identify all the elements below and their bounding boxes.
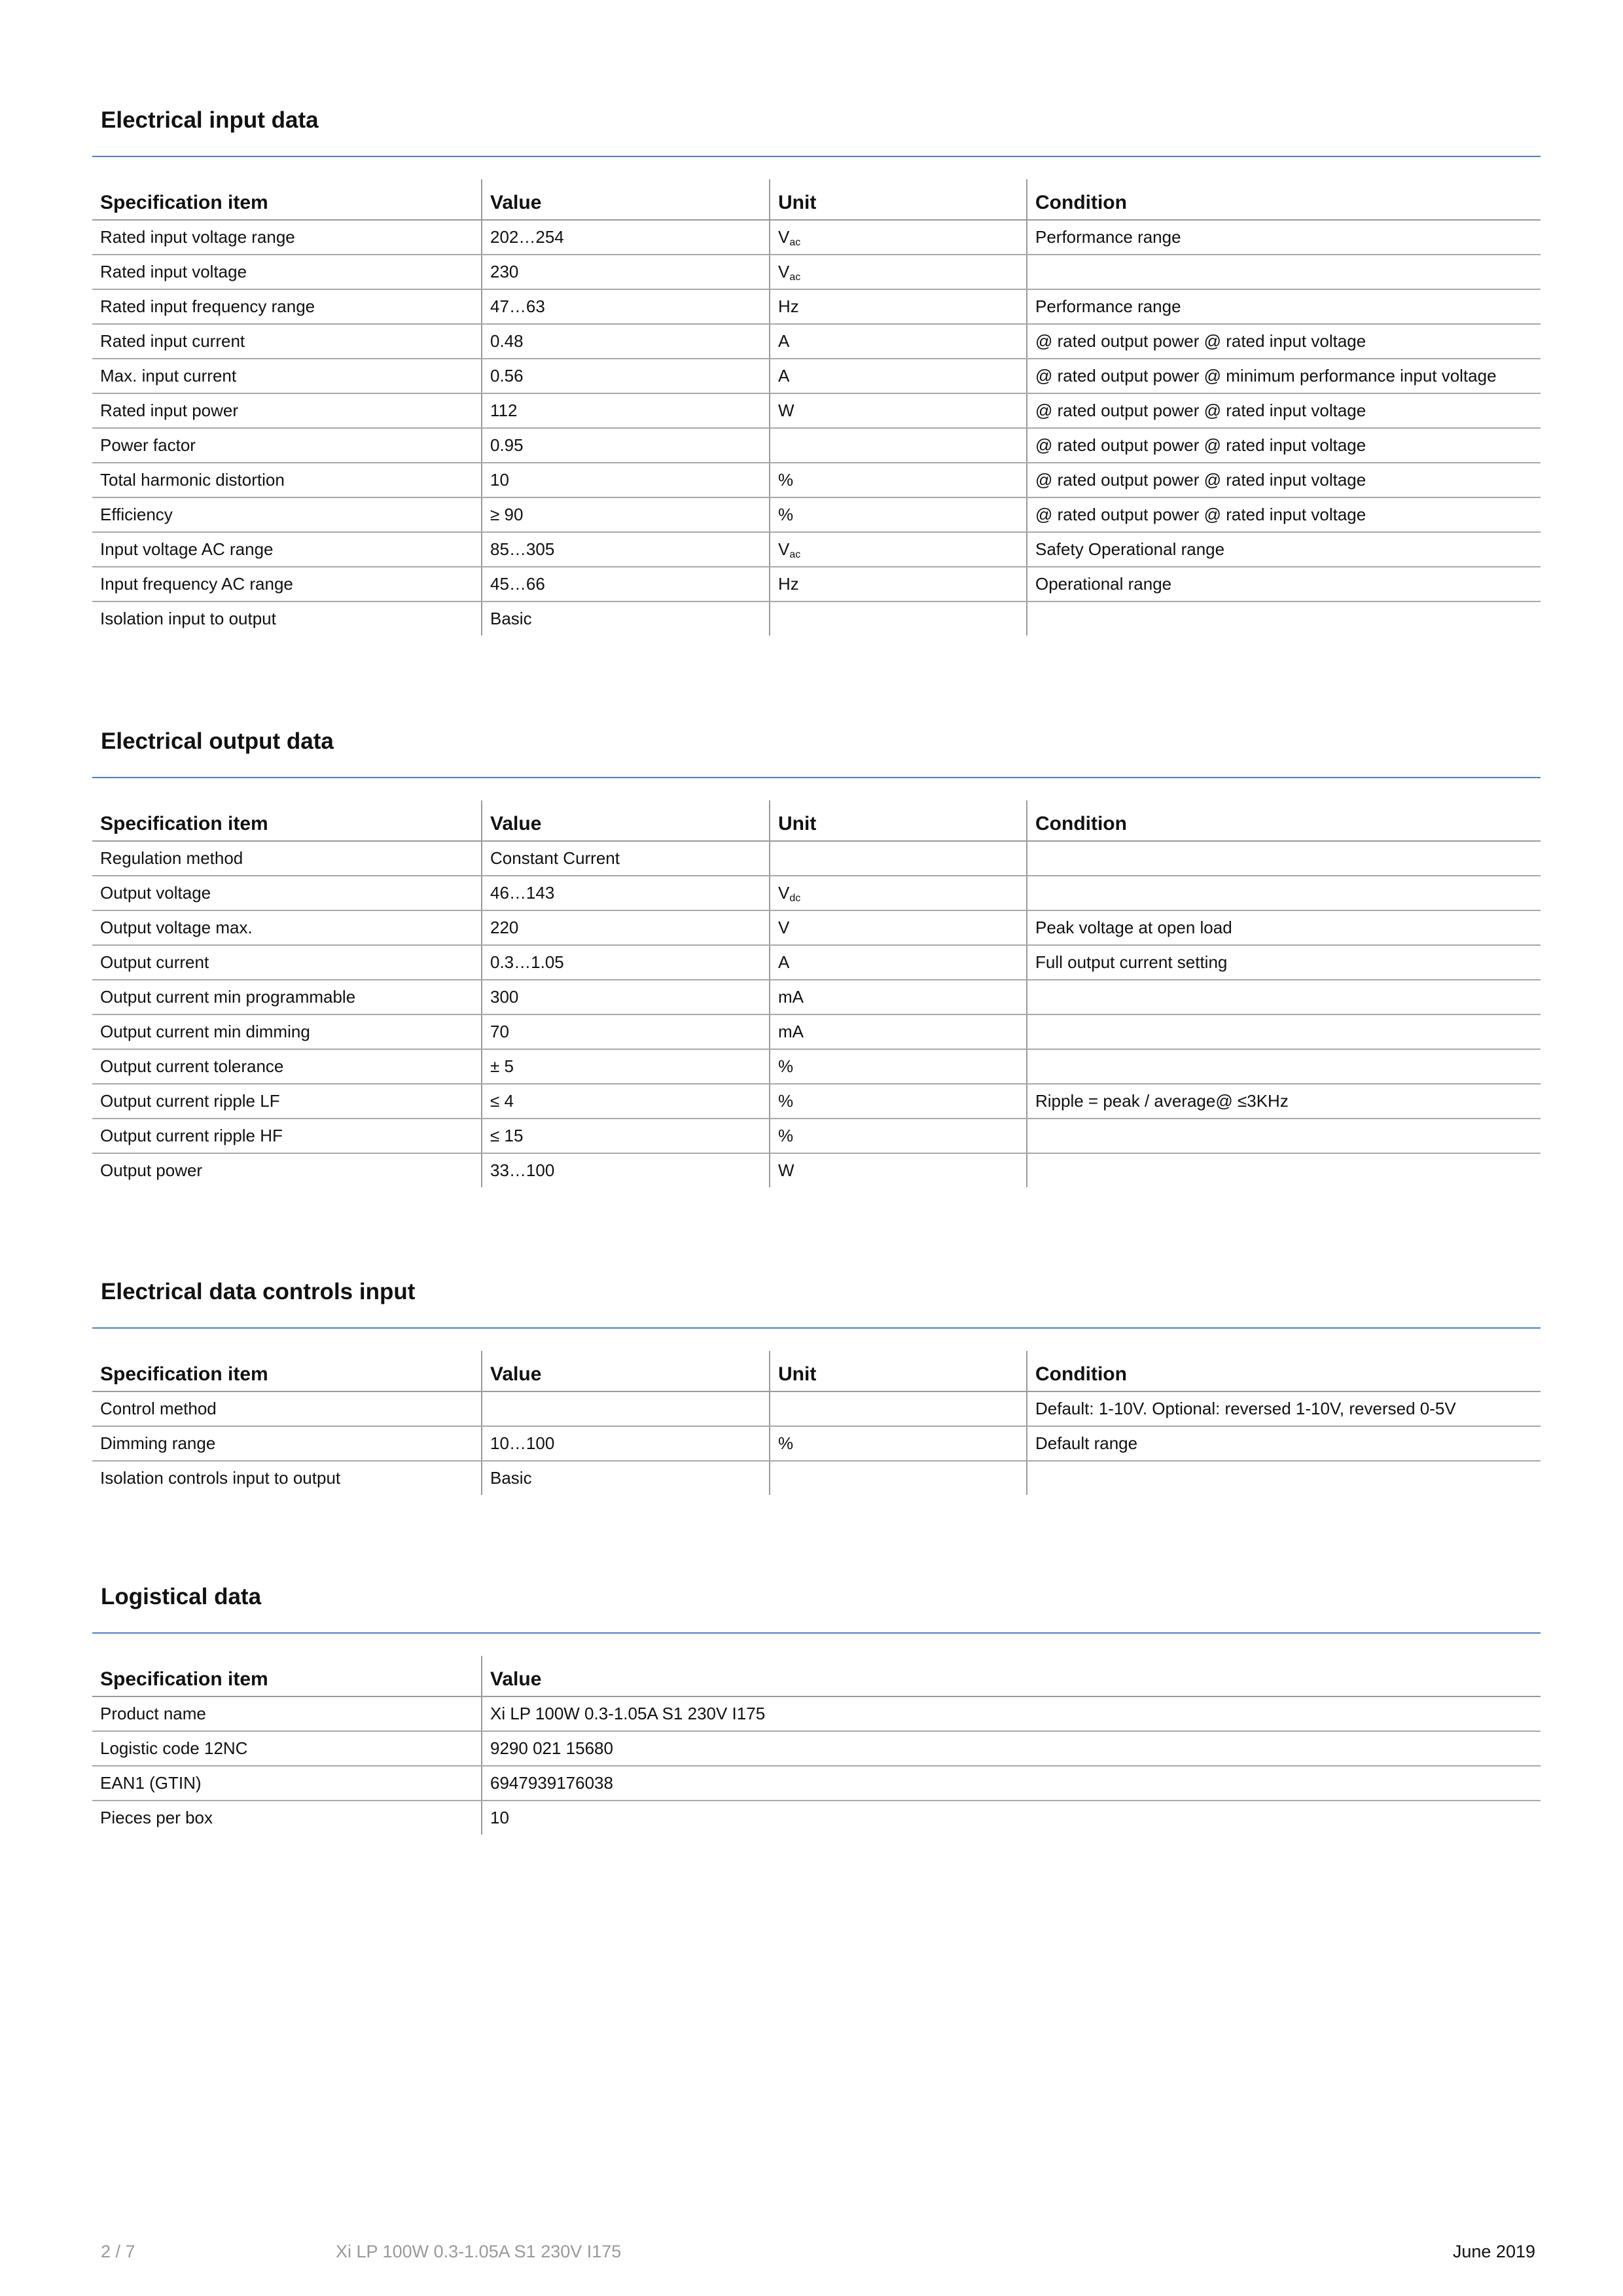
section-title: Logistical data xyxy=(101,1584,262,1609)
footer-page-number: 2 / 7 xyxy=(101,2242,135,2261)
cell-value: ≤ 15 xyxy=(482,1119,770,1153)
cell-condition xyxy=(1027,1153,1541,1187)
cell-value: 0.95 xyxy=(482,428,770,463)
cell-value: 10 xyxy=(482,1801,1541,1835)
table-row xyxy=(92,393,1541,428)
cell-value: 0.56 xyxy=(482,359,770,393)
cell-value: 33…100 xyxy=(482,1153,770,1187)
cell-value: 6947939176038 xyxy=(482,1766,1541,1801)
section-divider xyxy=(92,1632,1541,1634)
cell-value: 10…100 xyxy=(482,1426,770,1461)
header-spec-item: Specification item xyxy=(92,1656,482,1696)
table-row xyxy=(92,1049,1541,1084)
table-row xyxy=(92,567,1541,601)
table-row xyxy=(92,876,1541,910)
cell-item: Output current tolerance xyxy=(92,1049,482,1084)
cell-item: Output voltage xyxy=(92,876,482,910)
section-title: Electrical input data xyxy=(101,107,319,133)
cell-unit xyxy=(770,1014,1027,1049)
table-row xyxy=(92,601,1541,636)
header-spec-item: Specification item xyxy=(92,1351,482,1391)
section-logistical xyxy=(92,1580,1541,1835)
cell-item: Isolation input to output xyxy=(100,609,276,628)
table-row xyxy=(92,289,1541,324)
unit-text: % xyxy=(778,1091,794,1111)
cell-condition: @ rated output power @ rated input voltage xyxy=(1027,393,1541,428)
cell-item: Output current xyxy=(92,945,482,980)
cell-item: Output current min dimming xyxy=(92,1014,482,1049)
cell-unit xyxy=(770,393,1027,428)
unit-text: A xyxy=(778,952,790,972)
header-condition: Condition xyxy=(1027,1351,1541,1391)
cell-item: Logistic code 12NC xyxy=(92,1731,482,1766)
cell-unit xyxy=(770,876,1027,910)
cell-condition: Performance range xyxy=(1027,289,1541,324)
table-row xyxy=(92,945,1541,980)
cell-unit xyxy=(770,1461,1027,1495)
table-row xyxy=(92,1461,1541,1495)
unit-subscript: ac xyxy=(789,237,801,248)
cell-item: Input voltage AC range xyxy=(92,532,482,567)
cell-item: Rated input frequency range xyxy=(92,289,482,324)
cell-condition xyxy=(1027,1049,1541,1084)
cell-value: Xi LP 100W 0.3-1.05A S1 230V I175 xyxy=(482,1696,1541,1731)
cell-condition xyxy=(1027,1119,1541,1153)
footer-product-name: Xi LP 100W 0.3-1.05A S1 230V I175 xyxy=(336,2242,622,2261)
cell-unit xyxy=(770,324,1027,359)
cell-condition: @ rated output power @ rated input voltage xyxy=(1027,497,1541,532)
table-header-row xyxy=(92,800,1541,841)
unit-text: V xyxy=(778,883,790,903)
cell-unit xyxy=(770,910,1027,945)
cell-unit xyxy=(770,532,1027,567)
table-row xyxy=(92,220,1541,255)
cell-unit xyxy=(770,1119,1027,1153)
cell-condition: @ rated output power @ minimum performance input voltage xyxy=(1027,359,1541,393)
cell-item: Output power xyxy=(100,1160,203,1180)
cell-condition: Default range xyxy=(1027,1426,1541,1461)
cell-item: Rated input current xyxy=(92,324,482,359)
cell-item: EAN1 (GTIN) xyxy=(92,1766,482,1801)
section-divider xyxy=(92,777,1541,778)
cell-condition xyxy=(1027,876,1541,910)
cell-value: Basic xyxy=(482,601,770,636)
cell-item: Max. input current xyxy=(92,359,482,393)
cell-item: Output voltage max. xyxy=(92,910,482,945)
cell-item: Dimming range xyxy=(92,1426,482,1461)
section-divider xyxy=(92,1327,1541,1329)
table-row xyxy=(92,497,1541,532)
cell-condition: @ rated output power @ rated input voltage xyxy=(1027,428,1541,463)
header-condition: Condition xyxy=(1027,800,1541,841)
section-electrical-output xyxy=(92,725,1541,1187)
table-row xyxy=(92,1696,1541,1731)
header-condition: Condition xyxy=(1027,179,1541,220)
cell-unit xyxy=(770,289,1027,324)
table-row xyxy=(92,1426,1541,1461)
header-value: Value xyxy=(482,1351,770,1391)
spec-table xyxy=(92,1351,1541,1495)
cell-condition: Safety Operational range xyxy=(1027,532,1541,567)
cell-item: Rated input voltage range xyxy=(92,220,482,255)
section-title: Electrical output data xyxy=(101,728,334,754)
unit-text: V xyxy=(778,918,790,937)
unit-text: Hz xyxy=(778,574,799,594)
table-row xyxy=(92,1731,1541,1766)
cell-value: 9290 021 15680 xyxy=(482,1731,1541,1766)
cell-value: ≥ 90 xyxy=(482,497,770,532)
cell-item: Output current min programmable xyxy=(92,980,482,1014)
header-value: Value xyxy=(482,1656,1541,1696)
table-row xyxy=(92,324,1541,359)
cell-unit xyxy=(770,980,1027,1014)
table-row xyxy=(92,1084,1541,1119)
cell-value: 45…66 xyxy=(482,567,770,601)
unit-text: mA xyxy=(778,987,804,1007)
cell-value: 0.3…1.05 xyxy=(482,945,770,980)
cell-condition xyxy=(1027,1461,1541,1495)
cell-value: 85…305 xyxy=(482,532,770,567)
cell-condition xyxy=(1027,980,1541,1014)
table-row xyxy=(92,532,1541,567)
cell-item: Power factor xyxy=(92,428,482,463)
table-header-row xyxy=(92,179,1541,220)
unit-text: % xyxy=(778,1056,794,1076)
cell-unit xyxy=(770,567,1027,601)
unit-text: V xyxy=(778,539,790,559)
cell-unit xyxy=(770,841,1027,876)
section-controls-input xyxy=(92,1275,1541,1495)
cell-item: Efficiency xyxy=(92,497,482,532)
table-row xyxy=(92,1801,1541,1835)
cell-item: Input frequency AC range xyxy=(92,567,482,601)
cell-unit xyxy=(770,1391,1027,1426)
header-spec-item: Specification item xyxy=(92,179,482,220)
spec-table xyxy=(92,1656,1541,1835)
header-unit: Unit xyxy=(770,800,1027,841)
table-row xyxy=(92,428,1541,463)
cell-item: Total harmonic distortion xyxy=(92,463,482,497)
unit-subscript: ac xyxy=(789,549,801,560)
table-row xyxy=(92,255,1541,289)
unit-text: A xyxy=(778,366,790,386)
cell-condition xyxy=(1027,255,1541,289)
table-row xyxy=(92,841,1541,876)
cell-unit xyxy=(770,463,1027,497)
header-value: Value xyxy=(482,800,770,841)
table-row xyxy=(92,1014,1541,1049)
cell-condition: Full output current setting xyxy=(1027,945,1541,980)
table-row xyxy=(92,1119,1541,1153)
table-row xyxy=(92,980,1541,1014)
unit-text: V xyxy=(778,262,790,281)
cell-item: Output current ripple HF xyxy=(92,1119,482,1153)
cell-value: Constant Current xyxy=(482,841,770,876)
unit-text: mA xyxy=(778,1022,804,1041)
cell-condition: Performance range xyxy=(1027,220,1541,255)
cell-item: Control method xyxy=(92,1391,482,1426)
cell-value: 202…254 xyxy=(482,220,770,255)
cell-item: Product name xyxy=(92,1696,482,1731)
table-row xyxy=(92,1153,1541,1187)
cell-unit xyxy=(770,1426,1027,1461)
cell-unit xyxy=(770,1049,1027,1084)
cell-value: Basic xyxy=(482,1461,770,1495)
unit-subscript: ac xyxy=(789,272,801,283)
cell-value: 220 xyxy=(482,910,770,945)
cell-item: Output current ripple LF xyxy=(92,1084,482,1119)
cell-condition xyxy=(1027,841,1541,876)
footer-date: June 2019 xyxy=(1452,2242,1535,2261)
cell-value: 46…143 xyxy=(482,876,770,910)
cell-condition: Operational range xyxy=(1027,567,1541,601)
table-header-row xyxy=(92,1656,1541,1696)
cell-unit xyxy=(770,220,1027,255)
cell-unit xyxy=(770,945,1027,980)
unit-text: % xyxy=(778,470,794,490)
cell-condition: Default: 1-10V. Optional: reversed 1-10V, reversed 0-5V xyxy=(1027,1391,1541,1426)
unit-text: % xyxy=(778,1126,794,1145)
cell-condition: @ rated output power @ rated input voltage xyxy=(1027,324,1541,359)
cell-unit xyxy=(770,1153,1027,1187)
header-unit: Unit xyxy=(770,179,1027,220)
unit-text: % xyxy=(778,1433,794,1453)
cell-value: 47…63 xyxy=(482,289,770,324)
unit-text: Hz xyxy=(778,296,799,316)
cell-value: 112 xyxy=(482,393,770,428)
cell-unit xyxy=(770,601,1027,636)
cell-unit xyxy=(770,359,1027,393)
table-row xyxy=(92,910,1541,945)
table-header-row xyxy=(92,1351,1541,1391)
header-unit: Unit xyxy=(770,1351,1027,1391)
unit-text: W xyxy=(778,401,794,420)
cell-item: Rated input power xyxy=(92,393,482,428)
cell-unit xyxy=(770,1084,1027,1119)
spec-table xyxy=(92,179,1541,636)
table-row xyxy=(92,1391,1541,1426)
section-electrical-input xyxy=(92,103,1541,636)
cell-condition: Ripple = peak / average@ ≤3KHz xyxy=(1027,1084,1541,1119)
cell-value: ≤ 4 xyxy=(482,1084,770,1119)
table-row xyxy=(92,463,1541,497)
table-row xyxy=(92,359,1541,393)
table-row xyxy=(92,1766,1541,1801)
cell-unit xyxy=(770,428,1027,463)
cell-item: Isolation controls input to output xyxy=(100,1468,341,1488)
unit-text: A xyxy=(778,331,790,351)
section-divider xyxy=(92,156,1541,157)
cell-item: Regulation method xyxy=(92,841,482,876)
cell-condition: @ rated output power @ rated input voltage xyxy=(1027,463,1541,497)
unit-text: V xyxy=(778,227,790,247)
cell-value: 0.48 xyxy=(482,324,770,359)
unit-text: % xyxy=(778,505,794,524)
cell-condition xyxy=(1027,601,1541,636)
cell-value xyxy=(482,1391,770,1426)
header-value: Value xyxy=(482,179,770,220)
cell-value: 230 xyxy=(482,255,770,289)
unit-subscript: dc xyxy=(789,893,801,904)
cell-value: 300 xyxy=(482,980,770,1014)
cell-value: 70 xyxy=(482,1014,770,1049)
cell-value: 10 xyxy=(482,463,770,497)
cell-item: Rated input voltage xyxy=(92,255,482,289)
section-title: Electrical data controls input xyxy=(101,1279,416,1304)
spec-table xyxy=(92,800,1541,1187)
cell-unit xyxy=(770,497,1027,532)
unit-text: W xyxy=(778,1160,794,1180)
cell-unit xyxy=(770,255,1027,289)
cell-condition xyxy=(1027,1014,1541,1049)
cell-item: Pieces per box xyxy=(100,1808,213,1827)
cell-value: ± 5 xyxy=(482,1049,770,1084)
header-spec-item: Specification item xyxy=(92,800,482,841)
cell-condition: Peak voltage at open load xyxy=(1027,910,1541,945)
